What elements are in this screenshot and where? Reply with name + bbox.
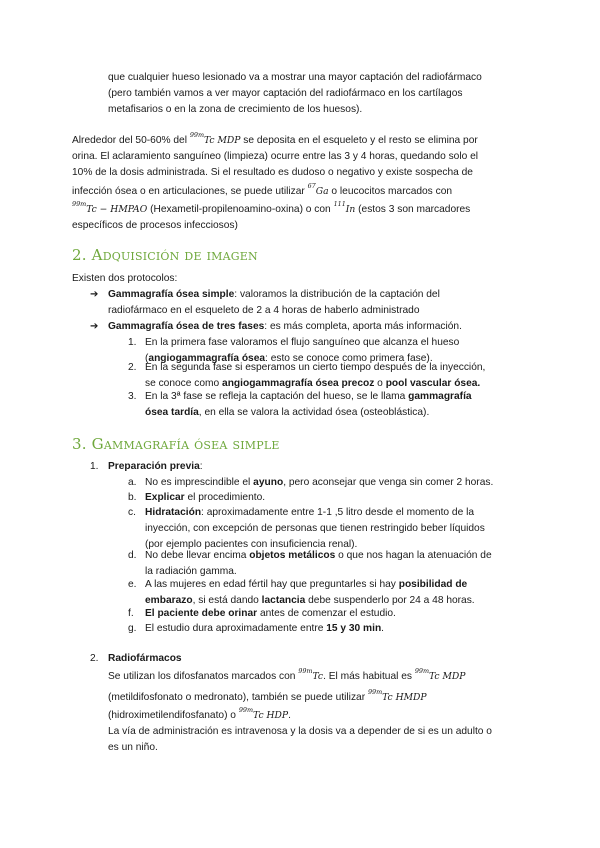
item-text: , pero aconsejar que venga sin comer 2 horas. — [283, 477, 494, 488]
item-term: lactancia — [261, 595, 306, 607]
para-text: infección ósea o en articulaciones, se puede utilizar — [72, 185, 305, 197]
section-heading: 2. Adquisición de imagen — [72, 246, 258, 264]
item-text: La vía de administración es intravenosa y la dosis va a depender de si es un adulto o — [108, 726, 492, 737]
item-text: No es imprescindible el — [145, 477, 251, 488]
isotope-label: 99m — [238, 706, 254, 714]
isotope-label: 99m — [72, 199, 87, 208]
formula-tc-mdp: Tc MDP — [429, 671, 466, 682]
item-text: es un niño. — [108, 742, 158, 754]
item-text: el procedimiento. — [187, 492, 266, 503]
item-text: antes de comenzar el estudio. — [259, 608, 396, 619]
arrow-icon: ➔ — [90, 321, 99, 332]
isotope-label: 99m — [298, 667, 313, 675]
protocol-desc: : es más completa, aporta más información. — [264, 321, 462, 332]
item-text: inyección, con excepción de personas que tienen restringido beber líquidos — [145, 523, 485, 535]
item-text: No debe llevar encima — [145, 550, 247, 561]
phase-term: ósea tardía — [145, 407, 199, 419]
item-text: (metildifosfonato o medronato), también se puede utilizar — [108, 692, 366, 703]
phase-text: En la primera fase valoramos el flujo sanguíneo que alcanza el hueso — [145, 337, 460, 348]
intro-line-2: (pero también vamos a ver mayor captación del radiofármaco en los cartílagos — [108, 88, 463, 100]
phase-text: : esto se conoce como primera fase). — [265, 353, 433, 365]
isotope-label: 99m — [189, 131, 205, 139]
item-text: , si está dando — [192, 595, 259, 607]
item-text: : aproximadamente entre 1-1 ,5 litro desde el momento de la — [201, 507, 474, 518]
isotope-label: 99m — [414, 667, 430, 675]
phase-text: ( — [145, 353, 149, 365]
protocols-intro: Existen dos protocolos: — [72, 273, 178, 284]
formula-tc-mdp: Tc MDP — [204, 135, 241, 146]
list-number: 3. — [128, 391, 137, 402]
list-number: 2. — [90, 653, 99, 664]
protocol-name: Gammagrafía ósea simple — [108, 289, 235, 300]
para-line: 10% de la dosis administrada. Si el resultado es dudoso o negativo y existe sospecha de — [72, 167, 473, 179]
item-text: . — [288, 710, 291, 721]
list-letter: g. — [128, 623, 137, 634]
phase-text: se conoce como — [145, 378, 220, 390]
item-text: la radiación gamma. — [145, 566, 237, 578]
isotope-label: 111 — [333, 199, 346, 208]
item-term: El paciente debe orinar — [145, 608, 258, 619]
item-text: : — [199, 461, 203, 472]
protocol-desc: radiofármaco en el esqueleto de 2 a 4 horas de haberlo administrado — [108, 305, 420, 317]
isotope-label: 99m — [367, 688, 383, 696]
formula-tc-hdp: Tc HDP — [253, 710, 289, 721]
item-term: embarazo — [145, 595, 193, 607]
item-term: posibilidad de — [398, 579, 468, 590]
phase-term: angiogammagrafía ósea — [148, 353, 266, 365]
list-letter: d. — [128, 550, 137, 561]
item-term: 15 y 30 min — [326, 623, 382, 634]
item-text: A las mujeres en edad fértil hay que preguntarles si hay — [145, 579, 396, 590]
intro-line-1: que cualquier hueso lesionado va a mostrar una mayor captación del radiofármaco — [108, 72, 482, 83]
item-title: Preparación previa — [108, 461, 200, 472]
item-text: . — [381, 623, 385, 634]
phase-text: o — [377, 378, 383, 390]
body-paragraph — [72, 131, 532, 234]
para-text: Alrededor del 50-60% del — [72, 135, 187, 146]
formula-tc-hmpao: Tc − HMPAO — [86, 203, 148, 215]
list-letter: b. — [128, 492, 137, 503]
list-letter: c. — [128, 507, 136, 518]
item-title: Radiofármacos — [108, 653, 182, 664]
item-text: . El más habitual es — [323, 671, 412, 682]
phase-term: gammagrafía — [408, 391, 472, 402]
phase-term: pool vascular ósea. — [385, 378, 481, 390]
isotope-label: 67 — [307, 181, 316, 190]
item-text: (por ejemplo pacientes con insuficiencia renal). — [145, 539, 358, 551]
list-letter: f. — [128, 608, 134, 619]
item-text: Se utilizan los difosfanatos marcados con — [108, 671, 296, 682]
item-term: objetos metálicos — [249, 550, 336, 561]
item-text: debe suspenderlo por 24 a 48 horas. — [308, 595, 475, 607]
section-heading: 3. Gammagrafía ósea simple — [72, 435, 280, 453]
para-line: orina. El aclaramiento sanguíneo (limpieza) ocurre entre las 3 y 4 horas, quedando solo el — [72, 151, 479, 163]
formula-tc: Tc — [312, 671, 324, 682]
phase-text: En la 3ª fase se refleja la captación del hueso, se le llama — [145, 391, 406, 402]
arrow-icon: ➔ — [90, 289, 99, 300]
intro-continuation — [108, 70, 600, 119]
formula-tc-hmdp: Tc HMDP — [382, 692, 427, 703]
list-letter: e. — [128, 579, 137, 590]
protocol-name: Gammagrafía ósea de tres fases — [108, 321, 265, 332]
item-term: Hidratación — [145, 507, 202, 518]
item-term: ayuno — [253, 477, 284, 488]
phase-text: , en ella se valora la actividad ósea (osteoblástica). — [198, 407, 430, 419]
para-line: específicos de procesos infecciosos) — [72, 220, 238, 232]
list-number: 1. — [128, 337, 137, 348]
para-text: se deposita en el esqueleto y el resto se elimina por — [243, 135, 478, 146]
list-number: 2. — [128, 362, 137, 373]
list-number: 1. — [90, 461, 99, 472]
protocol-desc: : valoramos la distribución de la captación del — [234, 289, 440, 300]
para-text: o leucocitos marcados con — [331, 185, 453, 197]
para-text: (estos 3 son marcadores — [358, 203, 471, 215]
formula-in: In — [345, 203, 356, 215]
formula-ga: Ga — [315, 185, 329, 197]
phase-text: En la segunda fase si esperamos un cierto tiempo después de la inyección, — [145, 362, 486, 373]
intro-line-3: metafisarios o en la zona de crecimiento de los huesos). — [108, 104, 363, 116]
item-term: Explicar — [145, 492, 185, 503]
item-text: El estudio dura aproximadamente entre — [145, 623, 324, 634]
item-text: o que nos hagan la atenuación de — [338, 550, 492, 561]
para-text: (Hexametil-propilenoamino-oxina) o con — [150, 203, 331, 215]
list-letter: a. — [128, 477, 137, 488]
item-text: (hidroximetilendifosfanato) o — [108, 710, 236, 721]
phase-term: angiogammagrafía ósea precoz — [222, 378, 375, 390]
